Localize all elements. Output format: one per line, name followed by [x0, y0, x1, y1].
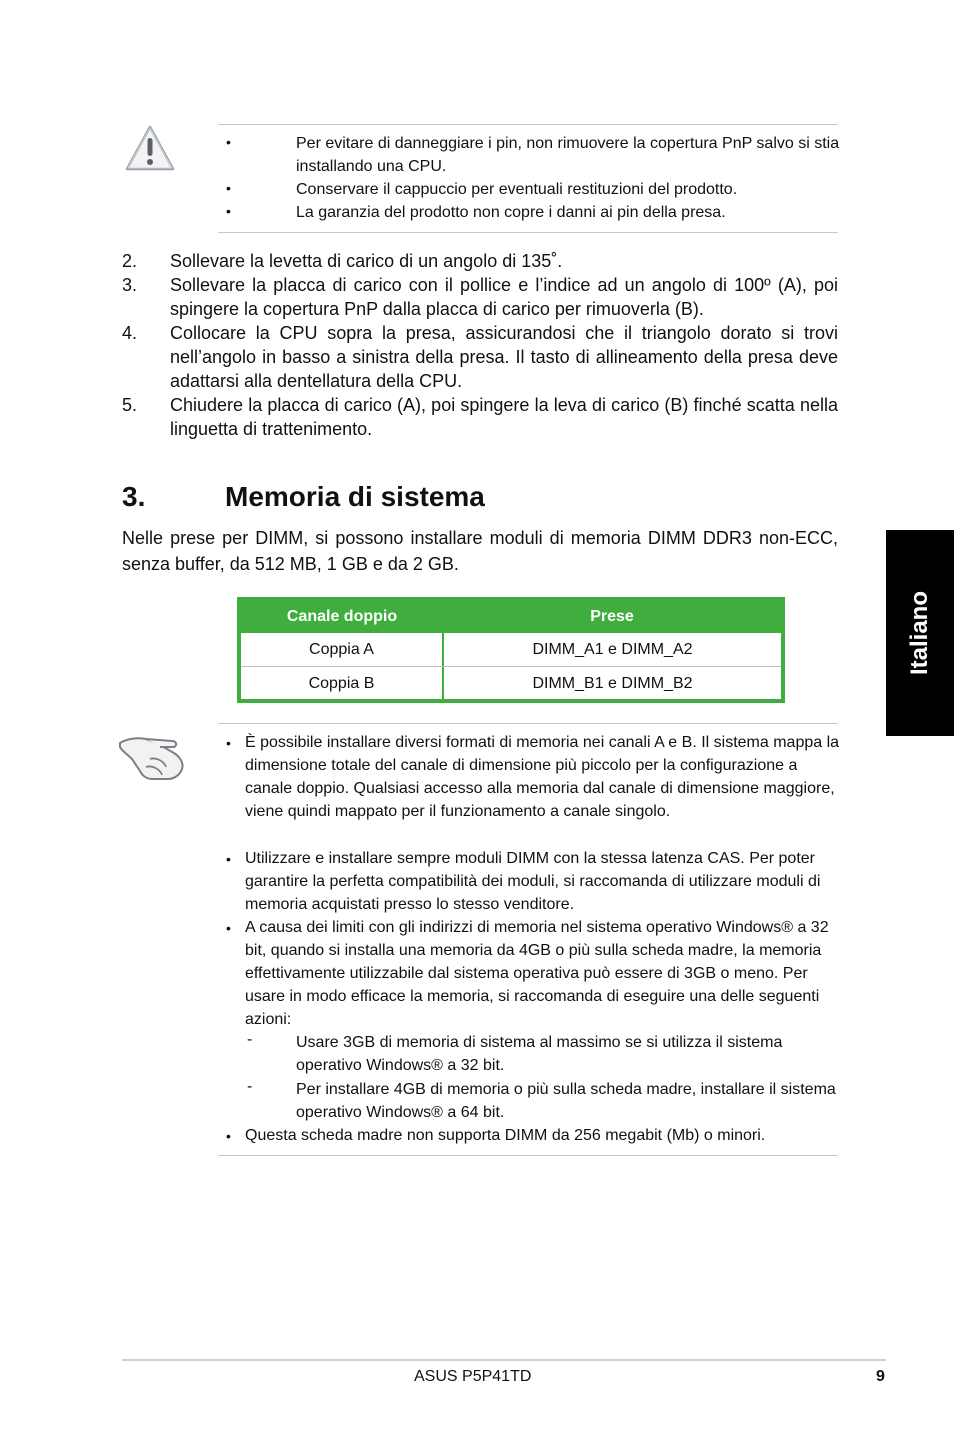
language-tab-label: Italiano	[906, 590, 933, 676]
note-item: A causa dei limiti con gli indirizzi di memoria nel sistema operativo Windows® a 32 bit, quando si installa una memoria da 4GB o più sulla scheda madre, la memoria effettivamente utilizzabile dal sistema operativa può essere di 3GB o meno. Per usare in modo efficace la memoria, si raccomanda di eseguire una delle seguenti azioni:	[245, 919, 829, 1028]
step-text: Collocare la CPU sopra la presa, assicurandosi che il triangolo dorato si trovi nell’angolo in basso a sinistra della presa. Il tasto di allineamento della presa deve adattarsi alla dentellatura della CPU.	[170, 323, 838, 391]
note-bottom-rule	[218, 1155, 838, 1156]
caution-bullet: •	[226, 134, 231, 150]
note-bullet: •	[226, 920, 231, 936]
caution-item: Per evitare di danneggiare i pin, non rimuovere la copertura PnP salvo si stia installando una CPU.	[296, 135, 840, 175]
caution-item: La garanzia del prodotto non copre i danni ai pin della presa.	[296, 204, 726, 221]
note-item: Questa scheda madre non supporta DIMM da 256 megabit (Mb) o minori.	[245, 1127, 766, 1144]
caution-triangle-icon	[124, 124, 176, 172]
section-number: 3.	[122, 481, 146, 512]
table-cell: Coppia B	[308, 675, 375, 692]
step-number: 5.	[122, 395, 138, 415]
step-number: 3.	[122, 275, 138, 295]
footer-product: ASUS P5P41TD	[414, 1368, 532, 1385]
table-header-channel: Canale doppio	[286, 608, 398, 625]
table-cell: Coppia A	[309, 641, 374, 658]
step-text: Chiudere la placca di carico (A), poi spingere la leva di carico (B) finché scatta nella linguetta di trattenimento.	[170, 395, 838, 439]
pointing-hand-icon	[116, 729, 188, 785]
table-cell: DIMM_B1 e DIMM_B2	[532, 675, 693, 692]
page-number: 9	[876, 1368, 885, 1385]
note-top-rule	[218, 723, 838, 724]
step-number: 2.	[122, 251, 138, 271]
note-item: Utilizzare e installare sempre moduli DIMM con la stessa latenza CAS. Per poter garantire la perfetta compatibilità dei moduli, si raccomanda di utilizzare moduli di memoria acquistati presso lo stesso venditore.	[245, 850, 821, 913]
note-dash: -	[247, 1031, 253, 1048]
caution-bullet: •	[226, 180, 231, 196]
language-side-tab	[886, 530, 954, 736]
note-bullet: •	[226, 735, 231, 751]
note-bullet: •	[226, 1128, 231, 1144]
section-title: Memoria di sistema	[225, 481, 485, 512]
note-dash: -	[247, 1078, 253, 1095]
note-subitem: Usare 3GB di memoria di sistema al massimo se si utilizza il sistema operativo Windows® a 32 bit.	[296, 1034, 783, 1074]
table-header-slots: Prese	[590, 608, 634, 625]
table-cell: DIMM_A1 e DIMM_A2	[532, 641, 693, 658]
footer-rule	[122, 1359, 886, 1361]
section-intro: Nelle prese per DIMM, si possono installare moduli di memoria DIMM DDR3 non-ECC, senza buffer, da 512 MB, 1 GB e da 2 GB.	[122, 528, 838, 574]
caution-bullet: •	[226, 203, 231, 219]
step-number: 4.	[122, 323, 138, 343]
table-body	[241, 633, 781, 699]
caution-item: Conservare il cappuccio per eventuali restituzioni del prodotto.	[296, 181, 738, 198]
note-subitem: Per installare 4GB di memoria o più sulla scheda madre, installare il sistema operativo Windows® a 64 bit.	[296, 1081, 836, 1121]
note-bullet: •	[226, 851, 231, 867]
caution-bottom-rule	[218, 232, 838, 233]
step-text: Sollevare la placca di carico con il pollice e l’indice ad un angolo di 100º (A), poi spingere la copertura PnP dalla placca di carico per rimuoverla (B).	[170, 275, 838, 319]
caution-top-rule	[218, 124, 838, 125]
note-item: È possibile installare diversi formati di memoria nei canali A e B. Il sistema mappa la dimensione totale del canale di dimensione più piccolo per la configurazione a canale doppio. Qualsiasi accesso alla memoria dal canale di dimensione maggiore, viene quindi mappato per il funzionamento a canale singolo.	[245, 734, 840, 820]
step-text: Sollevare la levetta di carico di un angolo di 135˚.	[170, 251, 563, 271]
channel-table	[237, 597, 785, 703]
